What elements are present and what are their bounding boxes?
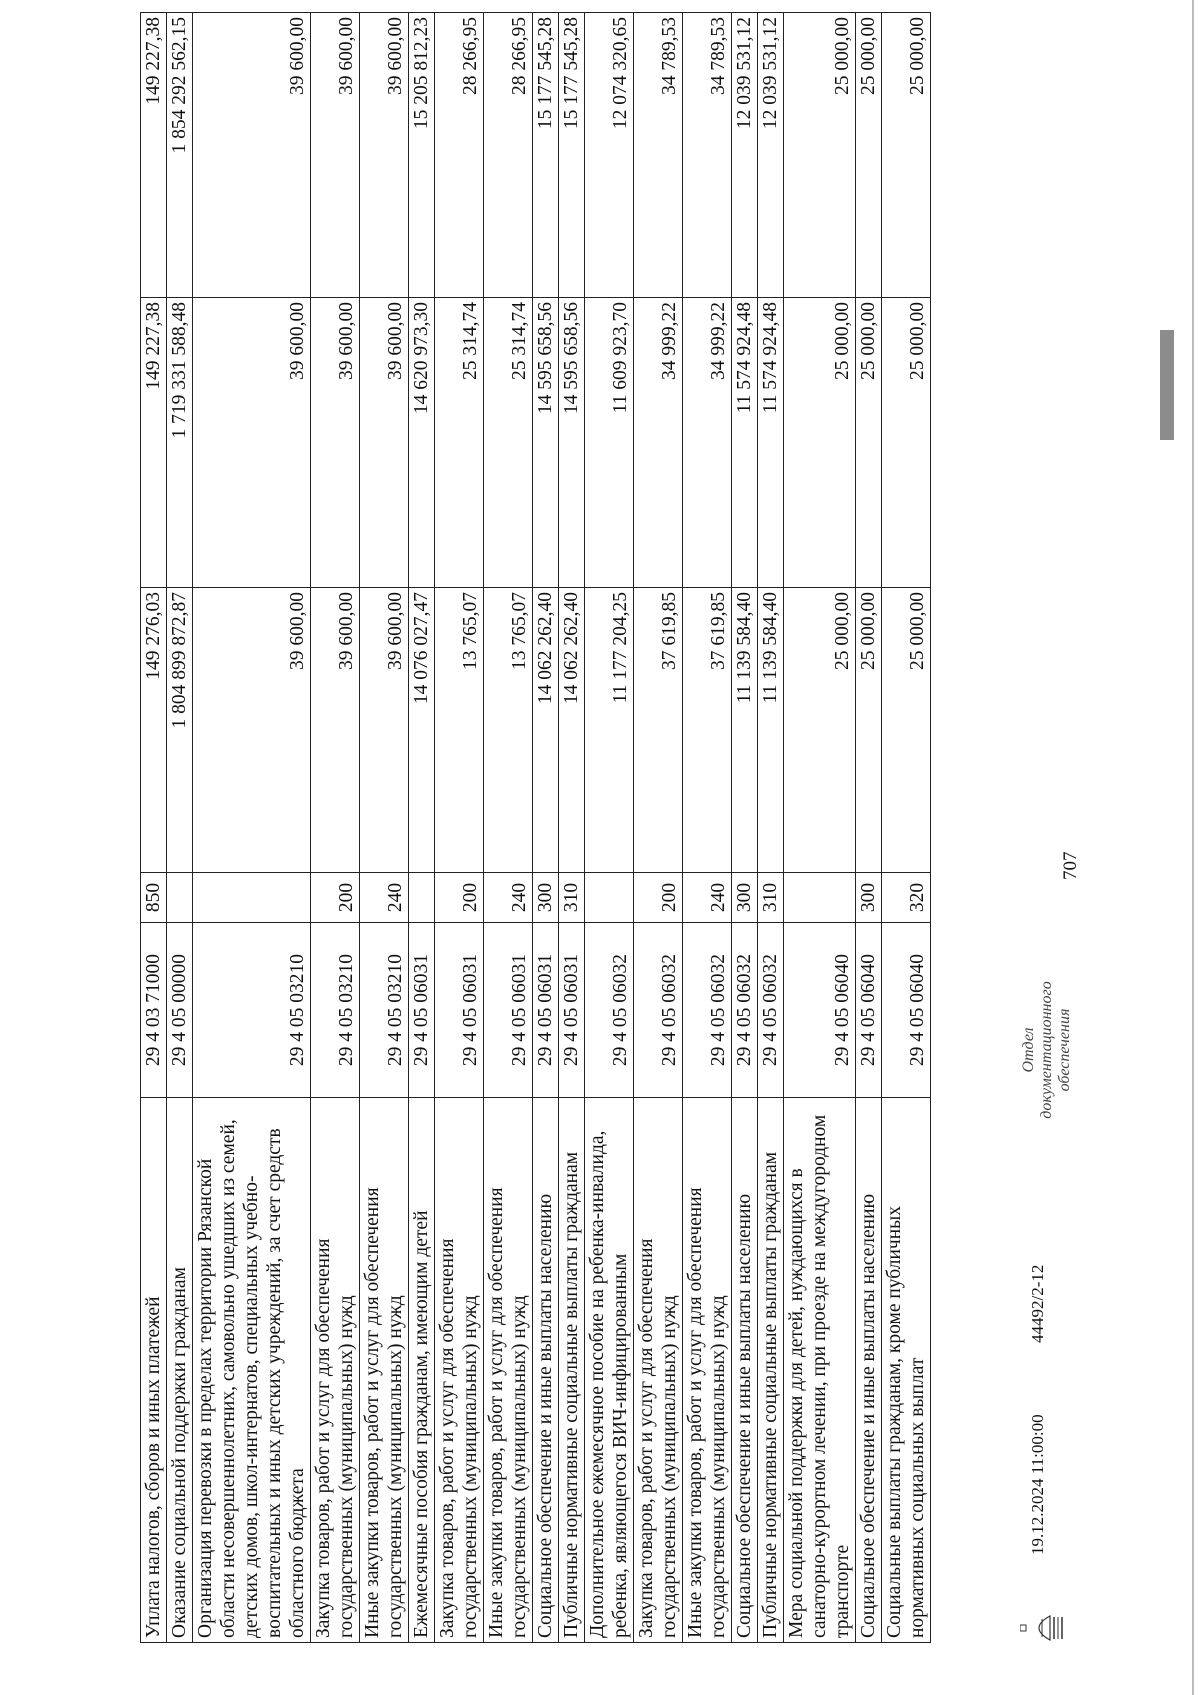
- cell-code: 29 4 05 03210: [193, 923, 311, 1098]
- table-row: [882, 13, 931, 1643]
- cell-amount-1: 11 139 584,40: [758, 588, 784, 873]
- cell-amount-1: 1 804 899 872,87: [167, 588, 193, 873]
- cell-amount-3: 12 039 531,12: [732, 13, 758, 298]
- cell-amount-2: 34 999,22: [683, 298, 732, 588]
- cell-expense-type: 850: [141, 873, 167, 923]
- cell-code: 29 4 03 71000: [141, 923, 167, 1098]
- cell-amount-1: 25 000,00: [856, 588, 882, 873]
- cell-amount-3: 15 177 545,28: [533, 13, 559, 298]
- cell-name: Оказание социальной поддержки гражданам: [167, 1098, 193, 1643]
- cell-amount-2: 25 000,00: [784, 298, 856, 588]
- cell-amount-3: 28 266,95: [484, 13, 533, 298]
- cell-amount-1: 14 062 262,40: [559, 588, 585, 873]
- cell-amount-1: 11 139 584,40: [732, 588, 758, 873]
- cell-amount-1: 13 765,07: [435, 588, 484, 873]
- cell-amount-3: 25 000,00: [784, 13, 856, 298]
- cell-code: 29 4 05 06032: [634, 923, 683, 1098]
- footer-datetime: 19.12.2024 11:00:00: [1028, 1414, 1047, 1555]
- table-row: [167, 13, 193, 1643]
- cell-amount-1: 14 062 262,40: [533, 588, 559, 873]
- cell-amount-3: 39 600,00: [360, 13, 409, 298]
- cell-code: 29 4 05 06031: [409, 923, 435, 1098]
- table-row: [758, 13, 784, 1643]
- table-row: [683, 13, 732, 1643]
- cell-amount-2: 11 609 923,70: [585, 298, 634, 588]
- cell-amount-3: 1 854 292 562,15: [167, 13, 193, 298]
- cell-code: 29 4 05 06032: [683, 923, 732, 1098]
- cell-expense-type: 240: [360, 873, 409, 923]
- cell-amount-1: 39 600,00: [193, 588, 311, 873]
- scan-border-line: [1192, 0, 1194, 1695]
- cell-expense-type: 310: [559, 873, 585, 923]
- cell-expense-type: 300: [732, 873, 758, 923]
- cell-name: Закупка товаров, работ и услуг для обеспечения государственных (муниципальных) нужд: [634, 1098, 683, 1643]
- cell-amount-1: 14 076 027,47: [409, 588, 435, 873]
- cell-expense-type: 320: [882, 873, 931, 923]
- cell-expense-type: 240: [683, 873, 732, 923]
- cell-code: 29 4 05 06032: [758, 923, 784, 1098]
- cell-name: Организация перевозки в пределах территории Рязанской области несовершеннолетних, самовольно ушедших из семей, детских домов, школ-интернатов, специальных учебно-воспитательных и иных детских учреждений, за счет средств областного бюджета: [193, 1098, 311, 1643]
- cell-amount-1: 39 600,00: [360, 588, 409, 873]
- cell-expense-type: [585, 873, 634, 923]
- cell-amount-2: 1 719 331 588,48: [167, 298, 193, 588]
- emblem-icon: [1020, 1613, 1064, 1643]
- cell-name: Закупка товаров, работ и услуг для обеспечения государственных (муниципальных) нужд: [311, 1098, 360, 1643]
- table-row: [732, 13, 758, 1643]
- cell-amount-1: 39 600,00: [311, 588, 360, 873]
- budget-table: [140, 12, 931, 1643]
- cell-amount-3: 149 227,38: [141, 13, 167, 298]
- cell-name: Уплата налогов, сборов и иных платежей: [141, 1098, 167, 1643]
- cell-amount-3: 28 266,95: [435, 13, 484, 298]
- cell-name: Мера социальной поддержки для детей, нуждающихся в санаторно-курортном лечении, при проезде на междугородном транспорте: [784, 1098, 856, 1643]
- cell-name: Иные закупки товаров, работ и услуг для обеспечения государственных (муниципальных) нужд: [683, 1098, 732, 1643]
- cell-expense-type: 200: [311, 873, 360, 923]
- cell-name: Дополнительное ежемесячное пособие на ребенка-инвалида, ребенка, являющегося ВИЧ-инфицированным: [585, 1098, 634, 1643]
- cell-amount-2: 39 600,00: [193, 298, 311, 588]
- table-body: [141, 13, 931, 1643]
- cell-expense-type: 310: [758, 873, 784, 923]
- cell-code: 29 4 05 06031: [435, 923, 484, 1098]
- cell-code: 29 4 05 06031: [559, 923, 585, 1098]
- cell-expense-type: [193, 873, 311, 923]
- cell-amount-1: 37 619,85: [634, 588, 683, 873]
- cell-name: Публичные нормативные социальные выплаты гражданам: [758, 1098, 784, 1643]
- cell-name: Социальное обеспечение и иные выплаты населению: [732, 1098, 758, 1643]
- cell-amount-3: 34 789,53: [634, 13, 683, 298]
- table-row: [533, 13, 559, 1643]
- table-row: [784, 13, 856, 1643]
- cell-amount-2: 149 227,38: [141, 298, 167, 588]
- cell-amount-2: 25 000,00: [856, 298, 882, 588]
- cell-name: Социальные выплаты гражданам, кроме публичных нормативных социальных выплат: [882, 1098, 931, 1643]
- cell-amount-2: 11 574 924,48: [758, 298, 784, 588]
- cell-code: 29 4 05 06031: [484, 923, 533, 1098]
- cell-name: Публичные нормативные социальные выплаты гражданам: [559, 1098, 585, 1643]
- cell-expense-type: [409, 873, 435, 923]
- table-row: [193, 13, 311, 1643]
- cell-amount-1: 149 276,03: [141, 588, 167, 873]
- cell-amount-3: 39 600,00: [311, 13, 360, 298]
- cell-amount-2: 14 620 973,30: [409, 298, 435, 588]
- cell-name: Иные закупки товаров, работ и услуг для обеспечения государственных (муниципальных) нужд: [360, 1098, 409, 1643]
- cell-code: 29 4 05 06031: [533, 923, 559, 1098]
- cell-amount-2: 14 595 658,56: [559, 298, 585, 588]
- table-row: [634, 13, 683, 1643]
- cell-expense-type: [167, 873, 193, 923]
- table-row: [141, 13, 167, 1643]
- cell-expense-type: 300: [856, 873, 882, 923]
- cell-amount-1: 11 177 204,25: [585, 588, 634, 873]
- page-number: 707: [1060, 851, 1081, 880]
- department-stamp: Отдел документационного обеспечения: [1020, 981, 1073, 1119]
- cell-amount-2: 25 314,74: [435, 298, 484, 588]
- cell-name: Социальное обеспечение и иные выплаты населению: [533, 1098, 559, 1643]
- table-row: [856, 13, 882, 1643]
- cell-expense-type: 200: [634, 873, 683, 923]
- cell-amount-3: 12 074 320,65: [585, 13, 634, 298]
- cell-code: 29 4 05 00000: [167, 923, 193, 1098]
- cell-amount-1: 13 765,07: [484, 588, 533, 873]
- scan-edge: [1178, 0, 1200, 1695]
- cell-expense-type: 200: [435, 873, 484, 923]
- cell-amount-3: 15 205 812,23: [409, 13, 435, 298]
- cell-name: Социальное обеспечение и иные выплаты населению: [856, 1098, 882, 1643]
- cell-code: 29 4 05 06040: [784, 923, 856, 1098]
- cell-amount-3: 25 000,00: [856, 13, 882, 298]
- cell-code: 29 4 05 03210: [360, 923, 409, 1098]
- cell-amount-2: 25 000,00: [882, 298, 931, 588]
- cell-amount-2: 39 600,00: [311, 298, 360, 588]
- cell-amount-3: 25 000,00: [882, 13, 931, 298]
- cell-amount-1: 25 000,00: [882, 588, 931, 873]
- cell-code: 29 4 05 06040: [856, 923, 882, 1098]
- cell-amount-2: 11 574 924,48: [732, 298, 758, 588]
- cell-amount-3: 34 789,53: [683, 13, 732, 298]
- cell-expense-type: 240: [484, 873, 533, 923]
- cell-expense-type: 300: [533, 873, 559, 923]
- cell-amount-3: 15 177 545,28: [559, 13, 585, 298]
- scan-mark: [1160, 330, 1174, 440]
- footer-doc-id: 44492/2-12: [1028, 1264, 1047, 1343]
- cell-code: 29 4 05 06032: [585, 923, 634, 1098]
- table-row: [585, 13, 634, 1643]
- cell-amount-2: 14 595 658,56: [533, 298, 559, 588]
- cell-code: 29 4 05 03210: [311, 923, 360, 1098]
- cell-code: 29 4 05 06040: [882, 923, 931, 1098]
- cell-name: Закупка товаров, работ и услуг для обеспечения государственных (муниципальных) нужд: [435, 1098, 484, 1643]
- table-row: [409, 13, 435, 1643]
- table-row: [435, 13, 484, 1643]
- table-row: [559, 13, 585, 1643]
- cell-amount-3: 12 039 531,12: [758, 13, 784, 298]
- cell-name: Ежемесячные пособия гражданам, имеющим детей: [409, 1098, 435, 1643]
- table-row: [360, 13, 409, 1643]
- cell-amount-2: 34 999,22: [634, 298, 683, 588]
- cell-amount-2: 39 600,00: [360, 298, 409, 588]
- cell-amount-1: 25 000,00: [784, 588, 856, 873]
- table-row: [484, 13, 533, 1643]
- cell-name: Иные закупки товаров, работ и услуг для обеспечения государственных (муниципальных) нужд: [484, 1098, 533, 1643]
- table-row: [311, 13, 360, 1643]
- cell-amount-2: 25 314,74: [484, 298, 533, 588]
- cell-code: 29 4 05 06032: [732, 923, 758, 1098]
- cell-expense-type: [784, 873, 856, 923]
- cell-amount-1: 37 619,85: [683, 588, 732, 873]
- cell-amount-3: 39 600,00: [193, 13, 311, 298]
